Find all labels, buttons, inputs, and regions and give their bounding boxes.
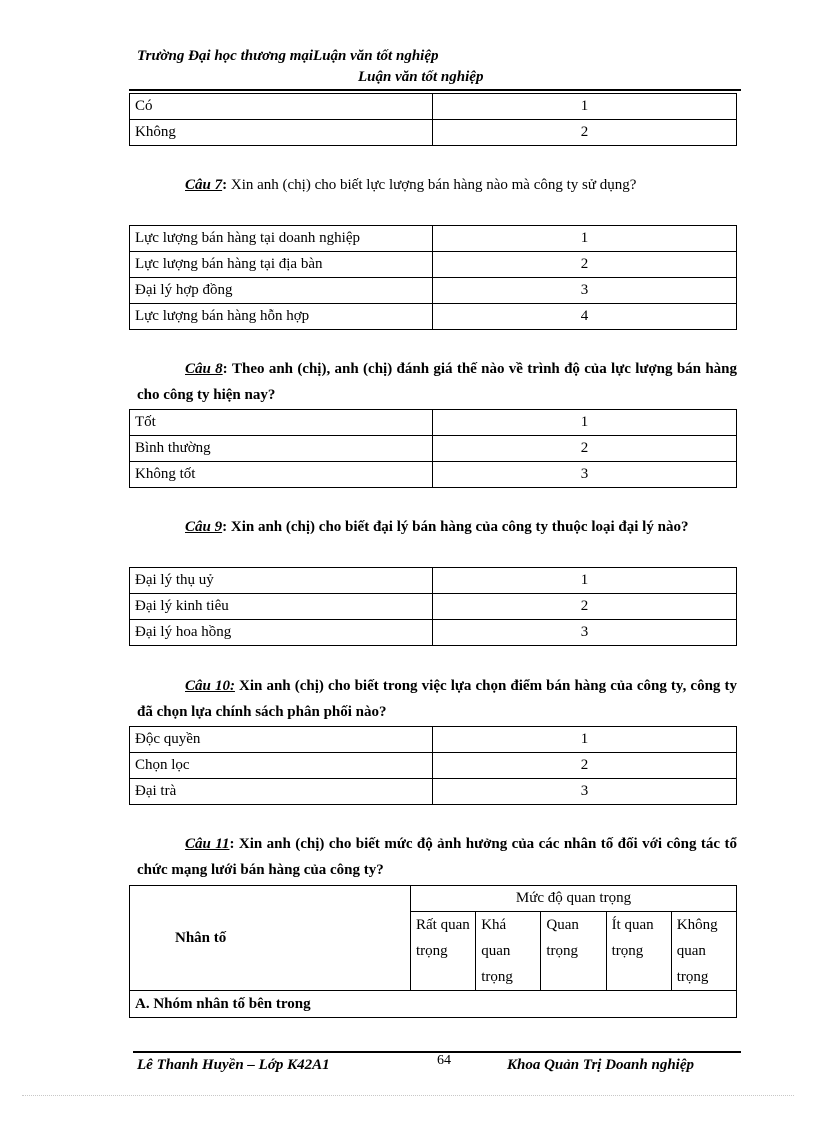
option-label: Có: [130, 94, 433, 120]
option-label: Đại lý hoa hồng: [130, 620, 433, 646]
option-code: 3: [433, 462, 737, 488]
importance-header: Mức độ quan trọng: [411, 886, 737, 912]
question-text: Xin anh (chị) cho biết mức độ ảnh hưởng của các nhân tố đối với công tác tổ chức mạng lưới bán hàng của công ty?: [137, 836, 737, 878]
option-code: 1: [433, 94, 737, 120]
option-code: 1: [433, 410, 737, 436]
question-label: Câu 11: [185, 836, 230, 852]
q7-options-table: [129, 225, 737, 330]
option-code: 3: [433, 779, 737, 805]
option-label: Lực lượng bán hàng tại địa bàn: [130, 252, 433, 278]
option-label: Lực lượng bán hàng hỗn hợp: [130, 304, 433, 330]
table-row: [130, 410, 737, 436]
option-code: 2: [433, 753, 737, 779]
table-row: [130, 120, 737, 146]
option-label: Không tốt: [130, 462, 433, 488]
importance-level: Quan trọng: [541, 912, 606, 991]
table-row: [130, 568, 737, 594]
header-school: Trường Đại học thương mạiLuận văn tốt nghiệp: [137, 48, 439, 64]
importance-level: Khá quan trọng: [476, 912, 541, 991]
yes-no-table: [129, 93, 737, 146]
page-number: 64: [437, 1053, 451, 1068]
importance-level: Không quan trọng: [671, 912, 736, 991]
table-row: [130, 462, 737, 488]
question-9: Câu 9: Xin anh (chị) cho biết đại lý bán hàng của công ty thuộc loại đại lý nào?: [185, 519, 689, 535]
table-row: [130, 991, 737, 1018]
option-label: Đại lý kinh tiêu: [130, 594, 433, 620]
option-label: Độc quyền: [130, 727, 433, 753]
question-label: Câu 10:: [185, 678, 235, 694]
option-label: Lực lượng bán hàng tại doanh nghiệp: [130, 226, 433, 252]
table-row: [130, 753, 737, 779]
option-code: 2: [433, 252, 737, 278]
q9-options-table: [129, 567, 737, 646]
option-code: 2: [433, 120, 737, 146]
option-label: Không: [130, 120, 433, 146]
option-code: 2: [433, 436, 737, 462]
option-code: 3: [433, 620, 737, 646]
factor-group-a: A. Nhóm nhân tố bên trong: [130, 991, 737, 1018]
q11-factors-table: [129, 885, 737, 1018]
option-label: Đại lý hợp đồng: [130, 278, 433, 304]
option-label: Bình thường: [130, 436, 433, 462]
question-label: Câu 9: [185, 519, 223, 535]
footer-department: Khoa Quản Trị Doanh nghiệp: [507, 1057, 695, 1073]
table-row: [130, 594, 737, 620]
option-code: 1: [433, 727, 737, 753]
option-code: 1: [433, 226, 737, 252]
question-text: Xin anh (chị) cho biết trong việc lựa chọn điểm bán hàng của công ty, công ty đã chọn lựa chính sách phân phối nào?: [137, 678, 737, 720]
table-row: [130, 94, 737, 120]
importance-level: Rất quan trọng: [411, 912, 476, 991]
table-row: [130, 779, 737, 805]
importance-level: Ít quan trọng: [606, 912, 671, 991]
option-code: 4: [433, 304, 737, 330]
table-row: [130, 304, 737, 330]
option-label: Chọn lọc: [130, 753, 433, 779]
question-8: Câu 8: Theo anh (chị), anh (chị) đánh giá thế nào về trình độ của lực lượng bán hàng cho công ty hiện nay?: [137, 361, 738, 403]
table-row: [130, 727, 737, 753]
question-label: Câu 8: [185, 361, 223, 377]
table-row: [130, 278, 737, 304]
option-code: 2: [433, 594, 737, 620]
question-text: Theo anh (chị), anh (chị) đánh giá thế nào về trình độ của lực lượng bán hàng cho công ty hiện nay?: [137, 361, 738, 403]
page-bottom-divider: [22, 1095, 794, 1096]
q8-options-table: [129, 409, 737, 488]
q10-options-table: [129, 726, 737, 805]
table-row: [130, 620, 737, 646]
table-row: [130, 436, 737, 462]
option-label: Đại lý thụ uỷ: [130, 568, 433, 594]
option-label: Đại trà: [130, 779, 433, 805]
option-code: 3: [433, 278, 737, 304]
option-label: Tốt: [130, 410, 433, 436]
question-7: Câu 7: Xin anh (chị) cho biết lực lượng bán hàng nào mà công ty sử dụng?: [185, 177, 637, 193]
header-rule: [129, 89, 741, 91]
option-code: 1: [433, 568, 737, 594]
table-row: [130, 886, 737, 912]
table-row: [130, 252, 737, 278]
header-thesis: Luận văn tốt nghiệp: [358, 69, 484, 85]
question-text: Xin anh (chị) cho biết đại lý bán hàng của công ty thuộc loại đại lý nào?: [230, 519, 689, 535]
question-text: Xin anh (chị) cho biết lực lượng bán hàng nào mà công ty sử dụng?: [230, 177, 637, 193]
table-row: [130, 226, 737, 252]
question-label: Câu 7: [185, 177, 223, 193]
factor-header: Nhân tố: [130, 886, 411, 991]
footer-author: Lê Thanh Huyền – Lớp K42A1: [137, 1057, 330, 1073]
question-10: [137, 673, 737, 725]
question-11: Câu 11: Xin anh (chị) cho biết mức độ ảnh hưởng của các nhân tố đối với công tác tổ chức mạng lưới bán hàng của công ty?: [137, 836, 737, 878]
